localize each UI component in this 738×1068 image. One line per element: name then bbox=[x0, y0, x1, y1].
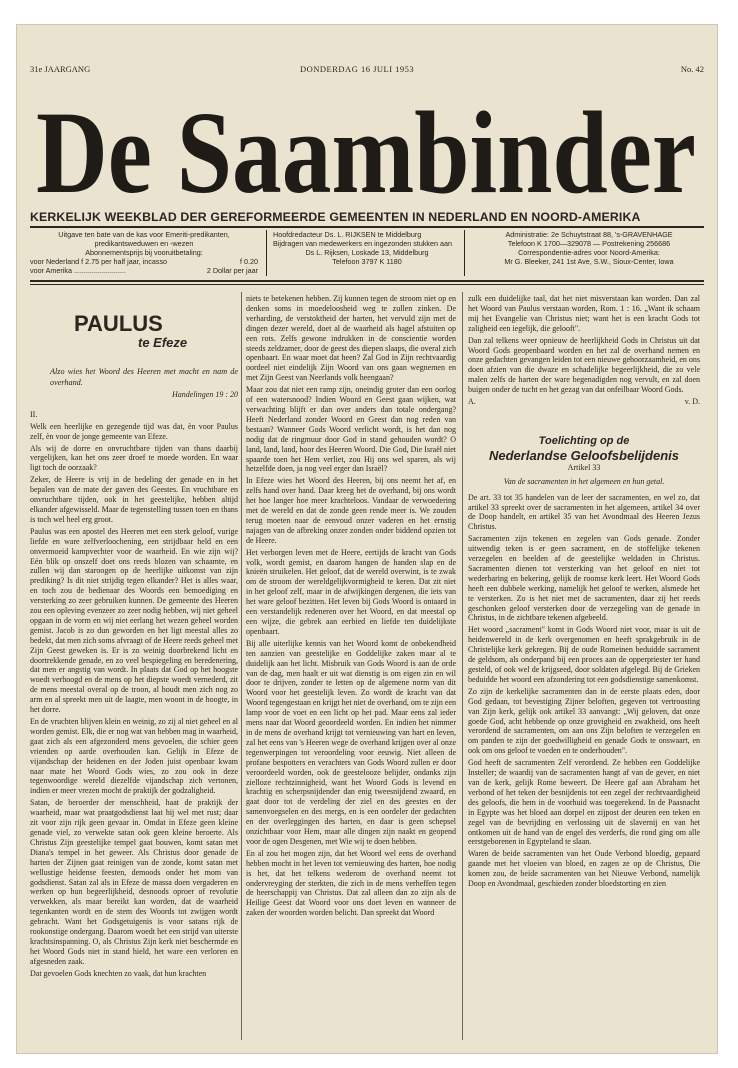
paragraph: Zo zijn de kerkelijke sacramenten dan in de eerste plaats eden, door God gedaan, tot bevestiging Zijner beloften, gegeven tot vertroosting van Zijn kerk, gelijk ook artikel 33 aanvangt: „Wij geloven, dat onze goede God, acht hebbende op onze grovigheid en zwakheid, ons heeft verordend de sacramenten, om aan ons Zijn beloften te verzegelen en om panden te zijn der goedwilligheid en genade Gods te onswaart, en ook om ons geloof te voeden en te onderhouden". bbox=[468, 686, 700, 756]
paragraph: Dan zal telkens weer opnieuw de heerlijkheid Gods in Christus uit dat Woord Gods geopenbaard worden en het zal de overhand nemen en onze gedachten gevangen leiden tot een nieuwe gehoorzaamheid, en ons doen afzien van die dwaze en schadelijke begeerlijkheid, die zo vele malen zelfs de harten der ware begenadigden nog vervult, en zal doen buigen onder de tucht en het gezag van dat onfeilbaar Woord Gods. bbox=[468, 335, 700, 395]
paragraph: Het verborgen leven met de Heere, eertijds de kracht van Gods volk, wordt gemist, en daarom hangen de handen slap en de knieën struikelen. Het geloof, dat de wereld overwint, is te zwak om de stroom der wereldgelijkvormigheid te keren. Dat zit niet in het geloof zelf, maar in de afwijkingen dergenen, die iets van het ware geloof bezitten. Het leven bij Gods Woord is ontaard in een verstandelijk redeneren over het Woord, en dat meestal op een wijze, die gebrek aan eerbied en liefde ten duidelijkste openbaart. bbox=[246, 547, 456, 636]
administration-info bbox=[464, 230, 707, 276]
paragraph: Welk een heerlijke en gezegende tijd was dat, èn voor Paulus zelf, èn voor de jonge gemeente van Efeze. bbox=[30, 421, 238, 441]
signature-right: v. D. bbox=[684, 397, 700, 407]
info-line: Ds L. Rijksen, Loskade 13, Middelburg bbox=[305, 248, 429, 257]
info-line: Telefoon K 1700—329078 — Postrekening 256686 bbox=[507, 239, 671, 248]
issue-date: DONDERDAG 16 JULI 1953 bbox=[300, 64, 415, 74]
article-title: Nederlandse Geloofsbelijdenis bbox=[489, 447, 679, 463]
header-bottom-rule bbox=[30, 280, 704, 282]
article-title: PAULUS bbox=[74, 311, 163, 336]
paragraph: Bij alle uiterlijke kennis van het Woord komt de onbekendheid ten aanzien van geestelijke en Goddelijke zaken maar al te duidelijk aan het licht. Misbruik van Gods Woord is aan de orde van de dag, men haalt er uit wat dienstig is om eigen zin en wil door te drijven, zonder te letten op de algemene norm van dit Woord voor het geestelijk leven. Zo wordt de kracht van dat Woord tegengestaan en krijgt het niet de overhand, om te zijn een lamp voor de voet en een licht op het pad. Maar eens zal ieder mens naar dat Woord geoordeeld worden. En indien het nimmer in de mens de overhand krijgt tot vernieuwing van hart en leven, zal het eens van 's Heeren wege de overhand krijgen over al onze tegenwerpingen tot veroordeling voor eeuwig. Niet alleen de profane bespotters en verachters van Gods Woord zullen er door veroordeeld worden, ook de geestelooze belijder, ondanks zijn zielloze rechtzinnigheid, want het Woord Gods is levend en krachtig en scherpsnijdender dan enig tweesnijdend zwaard, en gaat door tot de verdeling der ziel en des geestes en der samenvoegselen en des mergs, en is een oordeler der gedachten en der overleggingen des harten, en daar is geen schepsel onzichtbaar voor Hem, maar alle dingen zijn naakt en geopend voor de ogen Desgenen, met Wie wij te doen hebben. bbox=[246, 638, 456, 846]
column-divider bbox=[462, 292, 463, 1040]
header-bottom-rule-thin bbox=[30, 284, 704, 285]
price-row: voor Nederland f 2.75 per half jaar, incasso f 0.20 bbox=[30, 257, 258, 266]
info-line: Bijdragen van medewerkers en ingezonden stukken aan bbox=[273, 239, 453, 248]
publisher-info bbox=[30, 230, 258, 276]
info-line: Correspondentie-adres voor Noord-Amerika: bbox=[518, 248, 660, 257]
masthead-title bbox=[16, 84, 718, 214]
article-subtitle: Van de sacramenten in het algemeen en hun getal. bbox=[503, 476, 665, 486]
volume-year: 31e JAARGANG bbox=[30, 64, 91, 74]
section-number: II. bbox=[30, 409, 38, 419]
masthead-subtitle: KERKELIJK WEEKBLAD DER GEREFORMEERDE GEMEENTEN IN NEDERLAND EN NOORD-AMERIKA bbox=[30, 210, 641, 224]
paragraph: zulk een duidelijke taal, dat het niet misverstaan kan worden. Dan zal het Woord van Paulus verstaan worden, Rom. 1 : 16. „Want ik schaam mij het Evangelie van Christus niet; want het is een kracht Gods tot zaligheid een iegelijk, die gelooft". bbox=[468, 294, 700, 333]
signature-left: A. bbox=[468, 397, 476, 407]
article-subtitle: te Efeze bbox=[138, 335, 188, 350]
paragraph: De art. 33 tot 35 handelen van de leer der sacramenten, en wel zo, dat artikel 33 spreekt over de sacramenten in het algemeen, artikel 34 over de Doop handelt, en artikel 35 van het Avondmaal des Heeren Jezus Christus. bbox=[468, 492, 700, 532]
bible-quote: Alzo wies het Woord des Heeren met macht en nam de overhand. bbox=[50, 366, 238, 387]
column-2 bbox=[246, 294, 456, 920]
issue-number: No. 42 bbox=[680, 64, 704, 74]
price-row: voor Amerika .......................... 2 Dollar per jaar bbox=[30, 266, 258, 275]
article-signature bbox=[468, 397, 700, 407]
paragraph: Zeker, de Heere is vrij in de bedeling der genade en in het bepalen van de mate der gaven des Geestes. En vruchtbare en onvruchtbare tijden, ook in het geestelijke, hebben altijd elkander afgewisseld. Maar de tegenstelling tussen toen en thans is toch wel heel erg groot. bbox=[30, 475, 238, 524]
masthead-logo bbox=[28, 84, 704, 212]
paragraph: En de vruchten blijven klein en weinig, zo zij al niet geheel en al worden gemist. Elk, die er nog wat van hebben mag in waarheid, gaat zich als een afgezonderd mens gevoelen, die schier geen vrienden op aarde overhouden kan. Gelijk in Efeze de vijandschap der heidenen en der Joden juist openbaar kwam naar mate het Woord Gods wies, zo zou ook in deze tegenwoordige wereld diezelfde vijandschap zich vertonen, indien er meer vrezen mocht de praktijk der godzaligheid. bbox=[30, 717, 238, 796]
paragraph: Dat gevoelen Gods knechten zo vaak, dat hun krachten bbox=[30, 968, 207, 978]
paragraph: In Efeze wies het Woord des Heeren, bij ons neemt het af, en zelfs hand over hand. Daar kreeg het de overhand, bij ons wordt het hoe langer hoe meer krachteloos. Vandaar de verwoedering met de wereld en dat de zonde geen rende meer is. We zouden terug moeten naar de eenvoud onzer vaderen en het ernstig najagen van de afbreking onzer zonden onder biddend opzien tot de Heere. bbox=[246, 476, 456, 545]
paragraph: Als wij de dorre en onvruchtbare tijden van thans daarbij vergelijken, kan het ons zeer droef te moede worden. En waar ligt toch de oorzaak? bbox=[30, 443, 238, 473]
paragraph: Satan, de beroerder der menschheid, haat de praktijk der waarheid, maar wat praatgodsdienst laat hij wel met rust; daar zit voor zijn rijk geen gevaar in. Omdat in Efeze geen kleine genade viel, zo verwekte satan ook geen kleine beroerte. Als Christus Zijn geestelijke tempel gaat bouwen, komt satan met Diana's tempel in het geweer. Als Christus door genade de harten der Zijnen gaat reinigen van de zonde, komt satan met wellustige heidense feesten, demoods onder het mom van godsdienst. Satan zal als in Efeze de massa doen vergaderen en werken op hun begeerlijkheid, desnoods oproer of revolutie verwekken, als maar bereikt kan worden, dat de waarheid tegenkanten wordt en de stem des Woords tot zwijgen wordt gebracht. Want het Godsgetuigenis is voor satans rijk de rookonstige ondergang. Daarom woedt het een strijd van uiterste krachtsinspanning. O, als Christus Zijn kerk niet beschermde en het Woord Gods niet in stand hield, het ware een verloren en afgesneden zaak. bbox=[30, 798, 238, 966]
article-kicker: Toelichting op de bbox=[538, 434, 630, 447]
article-number: Artikel 33 bbox=[567, 462, 601, 472]
info-line: Telefoon 3797 K 1180 bbox=[332, 257, 402, 266]
column-divider bbox=[241, 292, 242, 1040]
info-line: Mr G. Bleeker, 241 1st Ave, S.W., Sioux-Center, Iowa bbox=[504, 257, 674, 266]
info-line: Administratie: 2e Schuytstraat 88, 's-GRAVENHAGE bbox=[505, 230, 673, 239]
info-line: Hoofdredacteur Ds. L. RIJKSEN te Middelburg bbox=[273, 230, 422, 239]
newspaper-page bbox=[16, 24, 718, 1054]
column-3 bbox=[468, 294, 700, 891]
paragraph: En al zou het mogen zijn, dat het Woord wel eens de overhand hebben mocht in het leven tot vernieuwing des harten, hoe nodig is het, dat het telkens wederom de overhand neemt tot ondervreyging der sterkten, die zich in de mens verheffen tegen de heerschappij van Christus. Dat zal alleen dan zo zijn als de Heilige Geest dat Woord voor ons doet leven en wanneer de zaken der woorden worden belicht. Dan spreekt dat Woord bbox=[246, 848, 456, 918]
column-1 bbox=[30, 294, 238, 981]
info-line: Abonnementsprijs bij vooruitbetaling: bbox=[85, 248, 203, 257]
paragraph: niets te betekenen hebben. Zij kunnen tegen de stroom niet op en denken soms in moedeloosheid weg te zullen zinken. De verharding, de verstoktheid der harten, het vervuld zijn met de dingen dezer wereld, doet al de waarheid als hagel afstuiten op een rots. Zelfs gewone indrukken in de conscientie worden steeds zeldzamer, door de geest des diepen slaaps, die overal zich openbaart. En waar moet dat heen? Zal God in Zijn rechtvaardig oordeel niet eindelijk Zijn Woord van ons gaan wegnemen en met Zijn Geest van Neerlands volk heengaan? bbox=[246, 294, 456, 383]
paragraph: Het woord „sacrament" komt in Gods Woord niet voor, maar is uit de heidenwereld in de kerk overgenomen en heeft sprakgebruik in de Christelijke kerk gekregen. Bij de oude Romeinen beduidde sacrament de geldsom, als onderpand bij een proces aan de opperpriester ter hand gesteld, of ook wel de krijgseed, door soldaten afgelegd. Bij de Grieken beduidde het woord een afzondering tot een godsdienstige samenkomst. bbox=[468, 625, 700, 684]
newspaper-name: De Saambinder bbox=[36, 87, 696, 212]
paragraph: Paulus was een apostel des Heeren met een sterk geloof, vurige liefde en ware zelfverloochening, een strijdbaar held en een onvermoeid kampvechter voor de waarheid. En wie zijn wij? Eén blik op onszelf doet ons reeds blozen van schaamte, en zullen wij dan staroogen op de heerlijke uitkomst van zijn prediking? Is dit niet strijdig tegen elkander? Het is alles waar, en toch zou de bedienaar des Woords een bemoediging en versterking zo zeer gebruiken kunnen. De gemeente des Heeren zou een opleving evenzeer zo zeer nodig hebben, wij niet geheel opgaan in de vorm en wij niet eerlang het wezen geheel worden gemist. Jacob is zo dun geworden en het ligt meestal alles zo bedekt, dat men zich soms afvraagt of de Heere reeds geheel met Zijn Geest geweken is. Er is zo weinig doorbrekend licht en doortrekkende genade, en zo veel bespiegeling en beredenering, dat men er angstig van wordt. In plaats dat God op het hoogste woedt verhoogd en de mens op het diepste woedt vernederd, zit de mens meestal overal op de troon, al houdt men zich nog zo arm en al spreekt men uit de laagte, men woont in de hoogte, in het dorre. bbox=[30, 526, 238, 715]
paragraph: Sacramenten zijn tekenen en zegelen van Gods genade. Zonder uitwendig teken is er geen sacrament, en de stoffelijke tekenen verzegelen en beelden af de geestelijke weldaden in Christus. Sacramenten dienen tot versterking van het geloof en niet tot wederbaring en bekering, gelijk de roomse kerk leert. Het Woord Gods heeft een dubbele werking, namelijk het geloof te werken, alsmede het te versterken. Zo is het niet met de sacramenten, daar zij het reeds geschonken geloof versterken door de verzegeling van de genade in Christus, in de zichtbare tekenen afgebeeld. bbox=[468, 534, 700, 623]
paragraph: God heeft de sacramenten Zelf verordend. Ze hebben een Goddelijke Insteller; de waardij van de sacramenten hangt af van de gever, en niet van de kerk, gelijk Rome beweert. De Heere gaf aan Abraham het verbond of het teken der besnijdenis tot een zegel der rechtvaardigheid des geloofs, die hem in de voorhuid was toegerekend. In de Paasnacht in Egypte was het bloed aan dorpel en zijpost der deuren een teken en zegel van de bevrijding en verlossing uit de slavernij en van het ontkomen uit de hand van de engel des verderfs, die rond ging om alle eerstgeborenen in Egypteland te slaan. bbox=[468, 758, 700, 847]
info-line: Uitgave ten bate van de kas voor Emeriti-predikanten, bbox=[58, 230, 230, 239]
bible-reference: Handelingen 19 : 20 bbox=[172, 389, 238, 399]
paragraph: Maar zou dat niet een ramp zijn, oneindig groter dan een oorlog of een watersnood? Indien Woord en Geest gaan wijken, wat verwachting blijft er dan over anders dan totale ondergang? Heeft Nederland zonder Woord en Geest dan nog reden van bestaan? Wanneer Gods Woord verlicht wordt, is het dan nog nodig dat de ringmuur door God in stand gehouden wordt? O land, land, land, hoor des Heeren Woord. Die God, Die Israël niet spaarde toen het Hem verliet, zou Hij ons wel sparen, als wij hetzelfde doen, ja nog veel erger dan Israël? bbox=[246, 385, 456, 474]
masthead-rule bbox=[30, 226, 704, 228]
masthead-info-line bbox=[30, 64, 704, 76]
editor-info bbox=[266, 230, 461, 276]
paragraph: Waren de beide sacramenten van het Oude Verbond bloedig, gepaard gaande met het vloeien van bloed, en zagen ze op de Christus, Die komen zou, de beide sacramenten van het Nieuwe Verbond, namelijk Doop en Avondmaal, geschieden zonder bloedstorting en zien bbox=[468, 849, 700, 889]
info-line: predikantsweduwen en -wezen bbox=[94, 239, 194, 248]
